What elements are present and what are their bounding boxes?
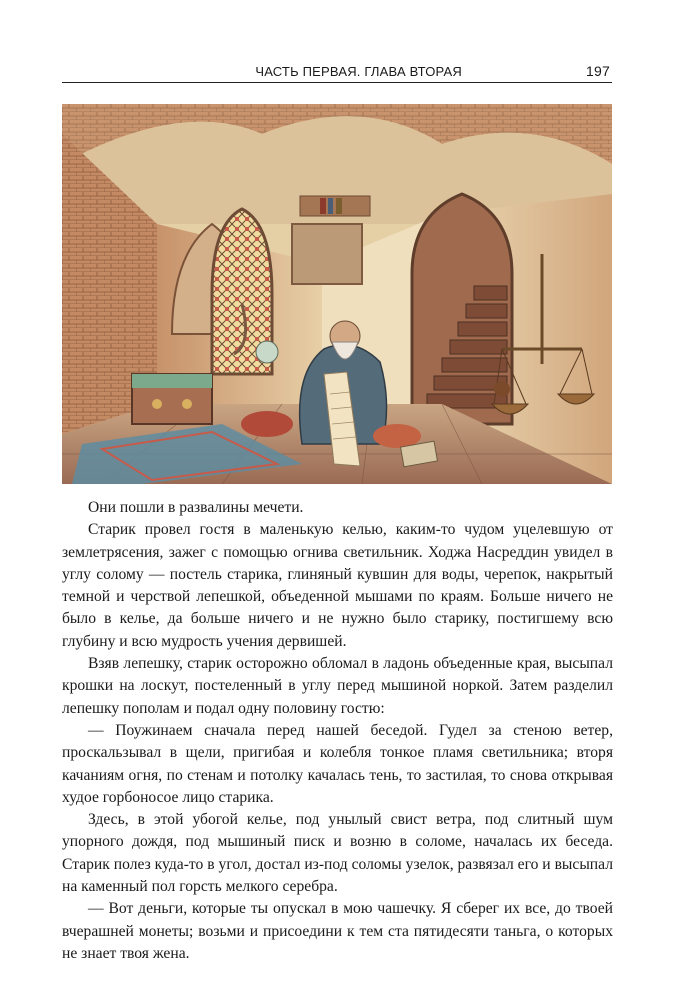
body-text <box>62 497 613 965</box>
chapter-title: ЧАСТЬ ПЕРВАЯ. ГЛАВА ВТОРАЯ <box>255 64 462 79</box>
running-header <box>62 60 612 83</box>
paragraph: Они пошли в развалины мечети. <box>88 499 304 516</box>
paragraph: Здесь, в этой убогой келье, под унылый свист ветра, под слитный шум упорного дождя, под мышиный писк и возню в соломе, началась их беседа. Старик полез куда-то в угол, достал из-под соломы узелок, развязал его и высыпал на каменный пол горсть мелкого серебра. <box>62 811 613 896</box>
paragraph: — Вот деньги, которые ты опускал в мою чашечку. Я сберег их все, до твоей вчерашней монеты; возьми и присоедини к тем ста пятидесяти таньга, о которых не знает твоя жена. <box>62 900 613 962</box>
illustration-old-man-in-mosque-cell <box>62 104 612 484</box>
paragraph: Взяв лепешку, старик осторожно обломал в ладонь объеденные края, высыпал крошки на лоскут, постеленный в углу перед мышиной норкой. Затем разделил лепешку пополам и подал одну половину гостю: <box>62 655 613 717</box>
page-number: 197 <box>586 63 610 79</box>
paragraph: — Поужинаем сначала перед нашей беседой. Гудел за стеною ветер, проскальзывал в щели, пригибая и колебля тонкое пламя светильника; вторя качаниям огня, по стенам и потолку качалась тень, то застилая, то снова открывая худое горбоносое лицо старика. <box>62 721 613 806</box>
paragraph: Старик провел гостя в маленькую келью, каким-то чудом уцелевшую от землетрясения, зажег с помощью огнива светильник. Ходжа Насреддин увидел в углу солому — постель старика, глиняный кувшин для воды, черепок, накрытый темной и черствой лепешкой, объеденной мышами по краям. Больше ничего не было в келье, да больше ничего и не нужно было старику, постигшему всю глубину и всю мудрость учения дервишей. <box>62 521 613 650</box>
chapter-illustration <box>62 104 612 484</box>
